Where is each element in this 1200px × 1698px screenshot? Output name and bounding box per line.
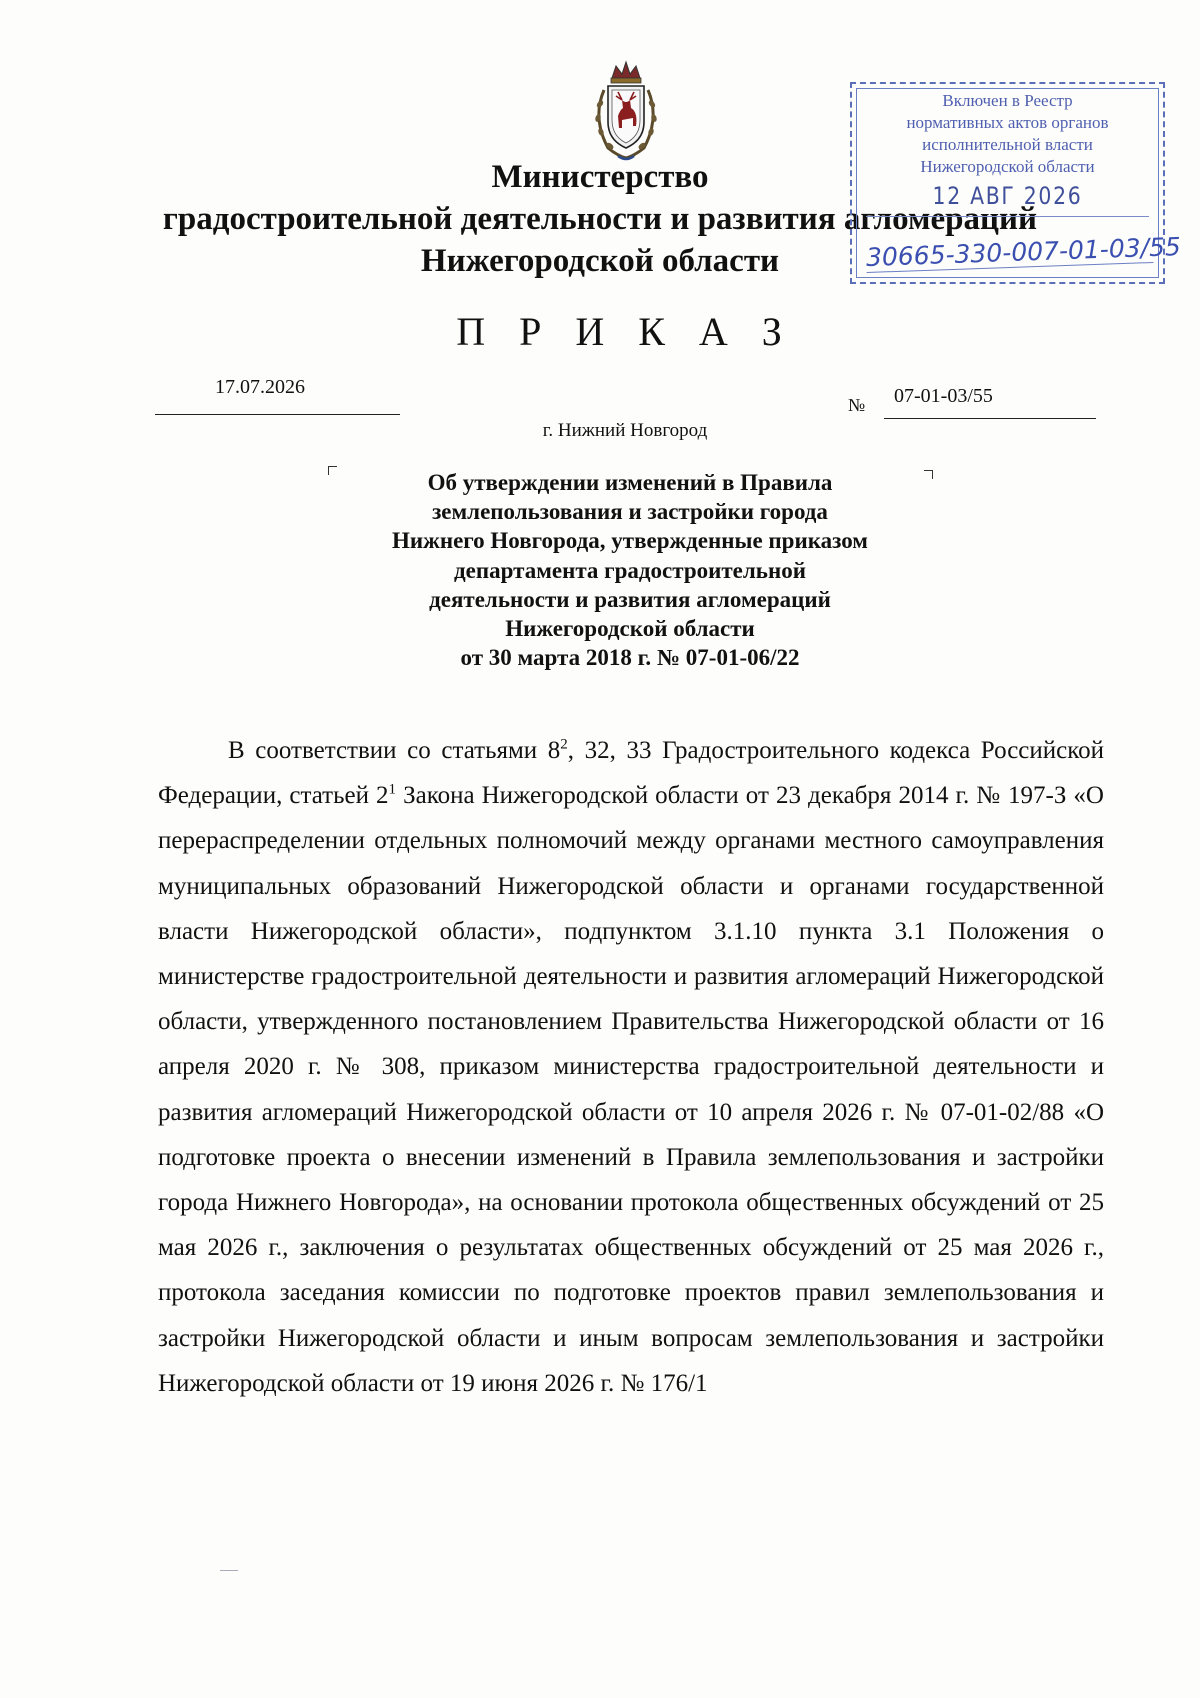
ministry-line-3: Нижегородской области — [420, 243, 780, 279]
document-subject — [330, 468, 930, 672]
document-number-field — [884, 380, 1096, 419]
subject-line-5: деятельности и развития агломераций — [429, 586, 831, 612]
subject-line-7: от 30 марта 2018 г. № 07-01-06/22 — [460, 645, 800, 671]
body-superscript-1: 2 — [560, 736, 568, 753]
subject-line-4: департамента градостроительной — [454, 557, 806, 583]
page-mark — [220, 1570, 238, 1571]
subject-line-3: Нижнего Новгорода, утвержденные приказом — [392, 528, 868, 554]
document-type-heading: П Р И К А З — [456, 309, 794, 354]
subject-line-6: Нижегородской области — [505, 616, 755, 642]
stamp-line-3: исполнительной власти — [922, 135, 1093, 154]
body-superscript-2: 1 — [388, 781, 397, 798]
stamp-registration-number: 30665-330-007-01-03/55 — [865, 232, 1182, 272]
stamp-line-4: Нижегородской области — [920, 157, 1095, 176]
subject-line-2: землепользования и застройки города — [432, 499, 828, 525]
document-date: 17.07.2026 — [215, 376, 305, 398]
stamp-line-2: нормативных актов органов — [906, 113, 1109, 132]
registry-stamp — [850, 82, 1182, 284]
body-text-b: , 32, 33 Градостроительного кодекса Российской Федерации, статьей 2 — [158, 737, 1104, 810]
body-paragraph — [158, 728, 1104, 1406]
stamp-line-1: Включен в Реестр — [942, 91, 1073, 110]
coat-of-arms-icon — [578, 60, 674, 164]
ministry-line-2: градостроительной деятельности и развития агломераций — [162, 201, 1038, 237]
document-date-field — [155, 376, 400, 415]
stamp-divider — [866, 216, 1149, 217]
document-number: 07-01-03/55 — [894, 385, 993, 407]
subject-line-1: Об утверждении изменений в Правила — [427, 470, 833, 495]
document-number-label: № — [848, 395, 866, 415]
stamp-date: 12 АВГ 2026 — [932, 182, 1083, 210]
body-text-a: В соответствии со статьями 8 — [228, 737, 561, 764]
body-text-c: Закона Нижегородской области от 23 декабря 2014 г. № 197-З «О перераспределении отдельных полномочий между органами местного самоуправления муниципальных образований Нижегородской области и органами государственной власти Нижегородской области», подпунктом 3.1.10 пункта 3.1 Положения о министерстве градостроительной деятельности и развития агломераций Нижегородской области, утвержденного постановлением Правительства Нижегородской области от 16 апреля 2020 г. № 308, приказом министерства градостроительной деятельности и развития агломераций Нижегородской области от 10 апреля 2026 г. № 07-01-02/88 «О подготовке проекта о внесении изменений в Правила землепользования и застройки города Нижнего Новгорода», на основании протокола общественных обсуждений от 25 мая 2026 г., заключения о результатах общественных обсуждений от 25 мая 2026 г., протокола заседания комиссии по подготовке проектов правил землепользования и застройки Нижегородской области и иным вопросам землепользования и застройки Нижегородской области от 19 июня 2026 г. № 176/1 — [158, 782, 1104, 1397]
ministry-line-1: Министерство — [491, 159, 709, 195]
document-city: г. Нижний Новгород — [542, 420, 708, 441]
